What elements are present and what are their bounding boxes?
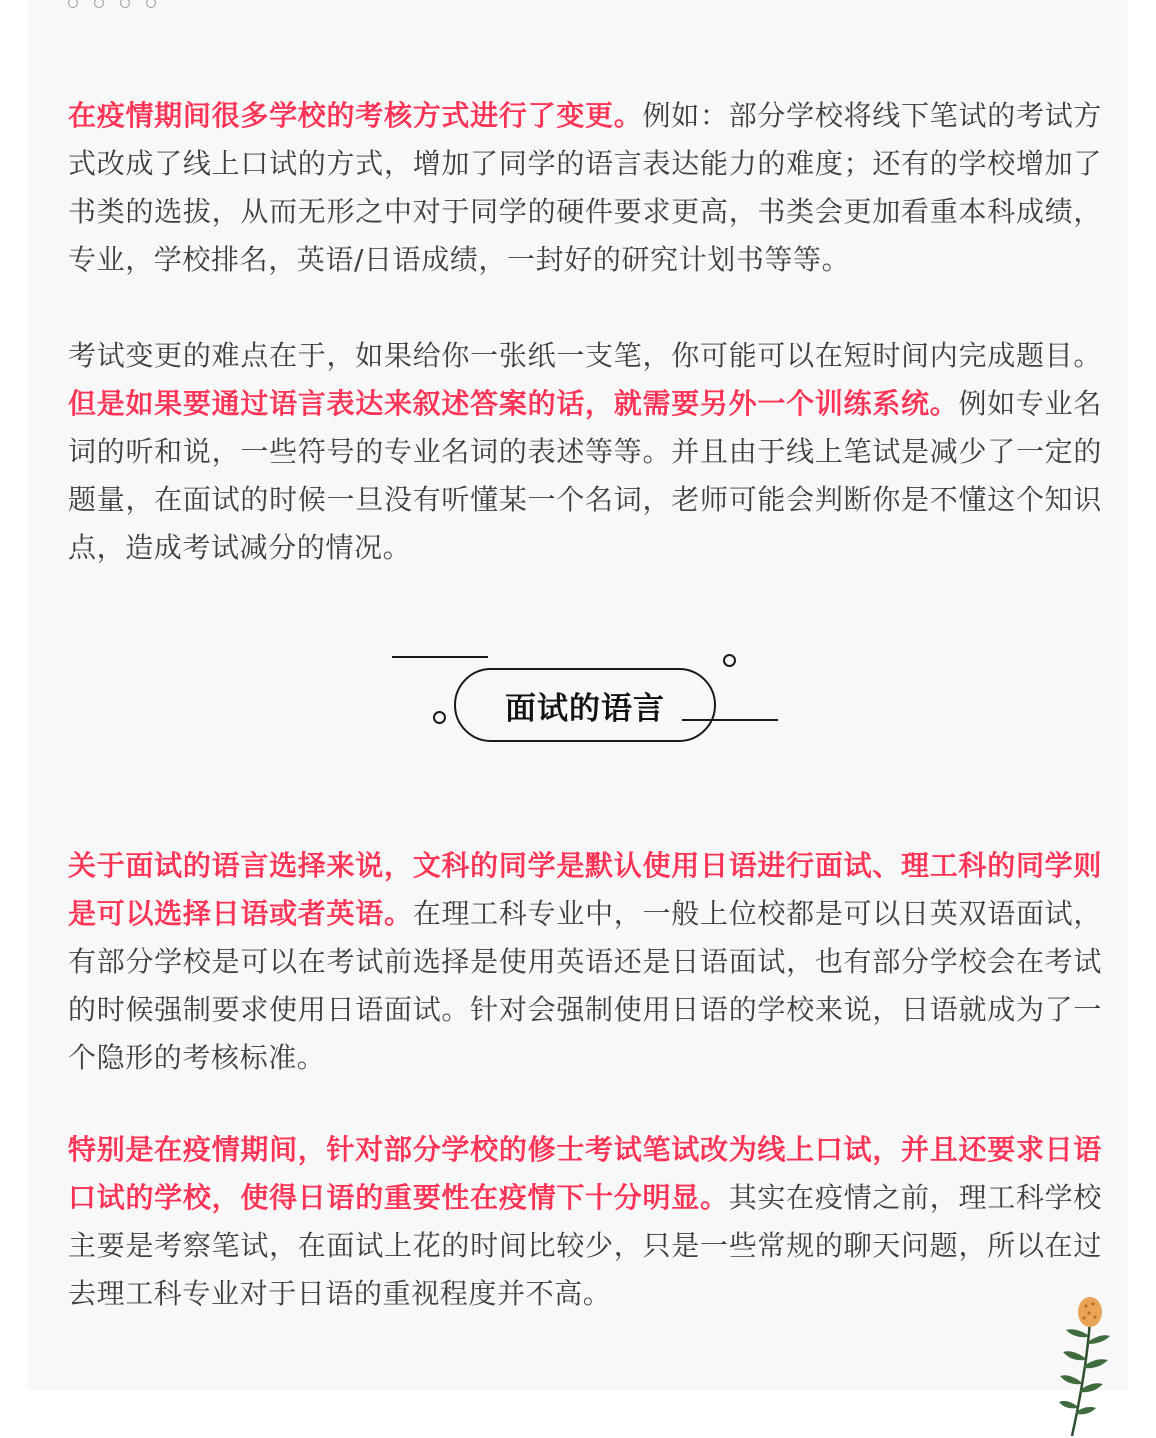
paragraph-highlight: 在疫情期间很多学校的考核方式进行了变更。 xyxy=(68,99,643,132)
paragraph-text: 其实在疫情之前，理工科学校主要是考察笔试，在面试上花的时间比较少，只是一些常规的聊天问题，所以在过去理工科专业对于日语的重视程度并不高。 xyxy=(68,1181,1102,1310)
ring-icon xyxy=(723,654,736,667)
paragraph-pandemic-japanese xyxy=(68,1126,1102,1318)
paragraph-text: 例如专业名词的听和说，一些符号的专业名词的表述等等。并且由于线上笔试是减少了一定的题量，在面试的时候一旦没有听懂某一个名词，老师可能会判断你是不懂这个知识点，造成考试减分的情况。 xyxy=(68,387,1102,564)
ring-icon xyxy=(433,711,446,724)
decorative-line xyxy=(392,656,488,658)
paragraph-highlight: 关于面试的语言选择来说，文科的同学是默认使用日语进行面试、理工科的同学则是可以选择日语或者英语。 xyxy=(68,849,1102,930)
paragraph-interview-language xyxy=(68,842,1102,1082)
paragraph-exam-changes xyxy=(68,92,1102,284)
flower-decoration-icon xyxy=(1050,1290,1120,1438)
paragraph-text: 考试变更的难点在于，如果给你一张纸一支笔，你可能可以在短时间内完成题目。 xyxy=(68,339,1102,372)
decorative-line xyxy=(682,719,778,721)
paragraph-exam-difficulty xyxy=(68,332,1102,572)
section-heading-title: 面试的语言 xyxy=(454,668,716,742)
paragraph-highlight: 特别是在疫情期间，针对部分学校的修士考试笔试改为线上口试，并且还要求日语口试的学校，使得日语的重要性在疫情下十分明显。 xyxy=(68,1133,1102,1214)
paragraph-text: 在理工科专业中，一般上位校都是可以日英双语面试，有部分学校是可以在考试前选择是使用英语还是日语面试，也有部分学校会在考试的时候强制要求使用日语面试。针对会强制使用日语的学校来说，日语就成为了一个隐形的考核标准。 xyxy=(68,897,1103,1074)
section-heading xyxy=(380,640,800,760)
paragraph-text: 例如：部分学校将线下笔试的考试方式改成了线上口试的方式，增加了同学的语言表达能力的难度；还有的学校增加了书类的选拔，从而无形之中对于同学的硬件要求更高，书类会更加看重本科成绩，专业，学校排名，英语/日语成绩，一封好的研究计划书等等。 xyxy=(68,99,1102,276)
paragraph-highlight: 但是如果要通过语言表达来叙述答案的话，就需要另外一个训练系统。 xyxy=(68,387,959,420)
